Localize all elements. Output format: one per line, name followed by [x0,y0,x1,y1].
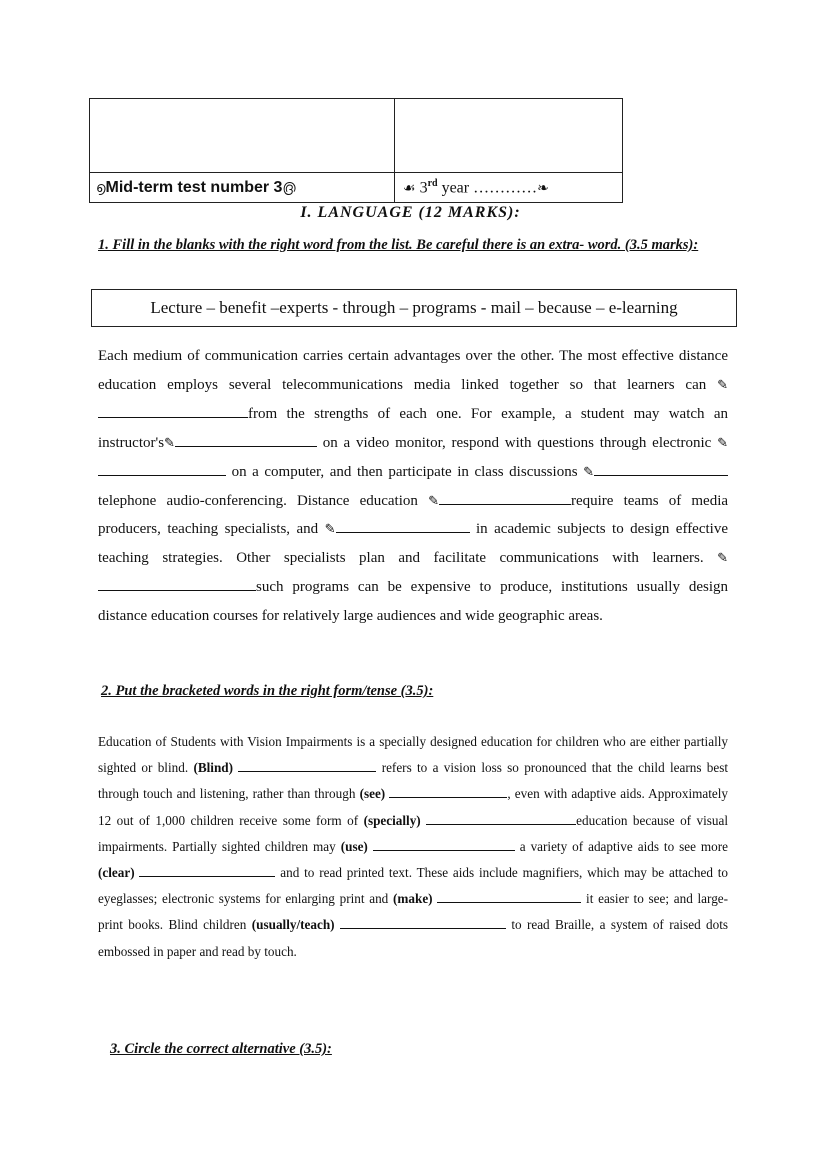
blank-1[interactable] [98,405,248,418]
section-title: I. LANGUAGE (12 MARKS): [300,204,521,221]
pen-icon: ✎ [717,550,728,566]
question-1-passage [98,342,728,631]
test-title: Mid-term test number 3 [105,178,283,196]
passage-text: require teams of media producers, teaching specialists, and [98,492,729,538]
blank-5[interactable] [439,492,571,505]
bracketed-word: (specially) [363,812,421,828]
blank-form-2[interactable] [389,785,507,798]
passage-text: on a computer, and then participate in class discussions [231,463,578,480]
passage-text: in academic subjects to design effective teaching strategies. Other specialists plan and facilitate communications with learners. [98,521,728,567]
blank-form-1[interactable] [238,759,376,772]
pen-icon: ✎ [717,434,729,450]
pen-icon: ✎ [717,376,728,392]
year-suffix-sup: rd [427,178,438,190]
pen-icon: ✎ [428,492,439,508]
passage-text: Education of Students with Vision Impairments is a specially designed education for children who are either partially sighted or blind. [98,734,728,776]
passage-text: a variety of adaptive aids to see more [519,838,729,854]
year-cell [395,173,623,203]
bracketed-word: (see) [359,786,386,802]
passage-text: and to read printed text. These aids include magnifiers, which may be attached to eyeglasses; electronic systems for enlarging print and [98,865,728,907]
blank-form-6[interactable] [437,890,581,903]
ornament-right-icon: ൫ [282,180,296,196]
blank-form-3[interactable] [426,812,576,825]
header-table [89,98,623,203]
year-number: 3 [419,179,428,197]
word-list: Lecture – benefit –experts - through – programs - mail – because – e-learning [150,298,678,317]
passage-text: from the strengths of each one. For example, a student may watch an instructor's [98,405,728,451]
blank-6[interactable] [336,520,470,533]
pen-icon: ✎ [583,463,595,479]
ornament-left-icon: ☙ [403,181,416,197]
ornament-left-icon: ൭ [96,180,106,196]
blank-form-7[interactable] [340,916,506,929]
question-2-passage [98,729,728,965]
passage-text: it easier to see; and large-print books. Blind children [98,891,729,933]
passage-text: , even with adaptive aids. Approximately 12 out of 1,000 children receive some form of [98,786,729,828]
bracketed-word: (clear) [98,865,135,881]
bracketed-word: (use) [340,838,368,854]
passage-text: to read Braille, a system of raised dots embossed in paper and read by touch. [98,917,729,959]
passage-text: such programs can be expensive to produce, institutions usually design distance education courses for relatively large audiences and wide geographic areas. [98,579,728,625]
pen-icon: ✎ [164,434,175,450]
question-1-title: 1. Fill in the blanks with the right word from the list. Be careful there is an extra- word. (3.5 marks): [98,237,699,253]
blank-7[interactable] [98,578,256,591]
passage-text: Each medium of communication carries certain advantages over the other. The most effective distance education employs several telecommunications media linked together so that learners can [98,348,728,393]
header-blank-right [395,99,623,173]
passage-text: refers to a vision loss so pronounced that the child learns best through touch and listening, rather than through [98,760,729,802]
blank-form-4[interactable] [373,838,515,851]
bracketed-word: (make) [393,891,433,907]
blank-form-5[interactable] [139,864,275,877]
year-text: year ………… [437,179,538,197]
passage-text: education because of visual impairments. Partially sighted children may [98,812,729,854]
ornament-right-icon: ❧ [537,181,549,197]
bracketed-word: (usually/teach) [251,917,335,933]
test-title-cell [90,173,395,203]
blank-2[interactable] [175,434,317,447]
blank-3[interactable] [98,463,226,476]
bracketed-word: (Blind) [193,760,234,776]
passage-text: on a video monitor, respond with questions through electronic [322,434,712,451]
word-list-box [91,289,737,327]
pen-icon: ✎ [324,521,336,537]
header-blank-left [90,99,395,173]
passage-text: telephone audio-conferencing. Distance education [98,492,418,509]
question-3-title: 3. Circle the correct alternative (3.5): [110,1041,332,1057]
blank-4[interactable] [594,463,728,476]
question-2-title: 2. Put the bracketed words in the right form/tense (3.5): [101,683,434,699]
